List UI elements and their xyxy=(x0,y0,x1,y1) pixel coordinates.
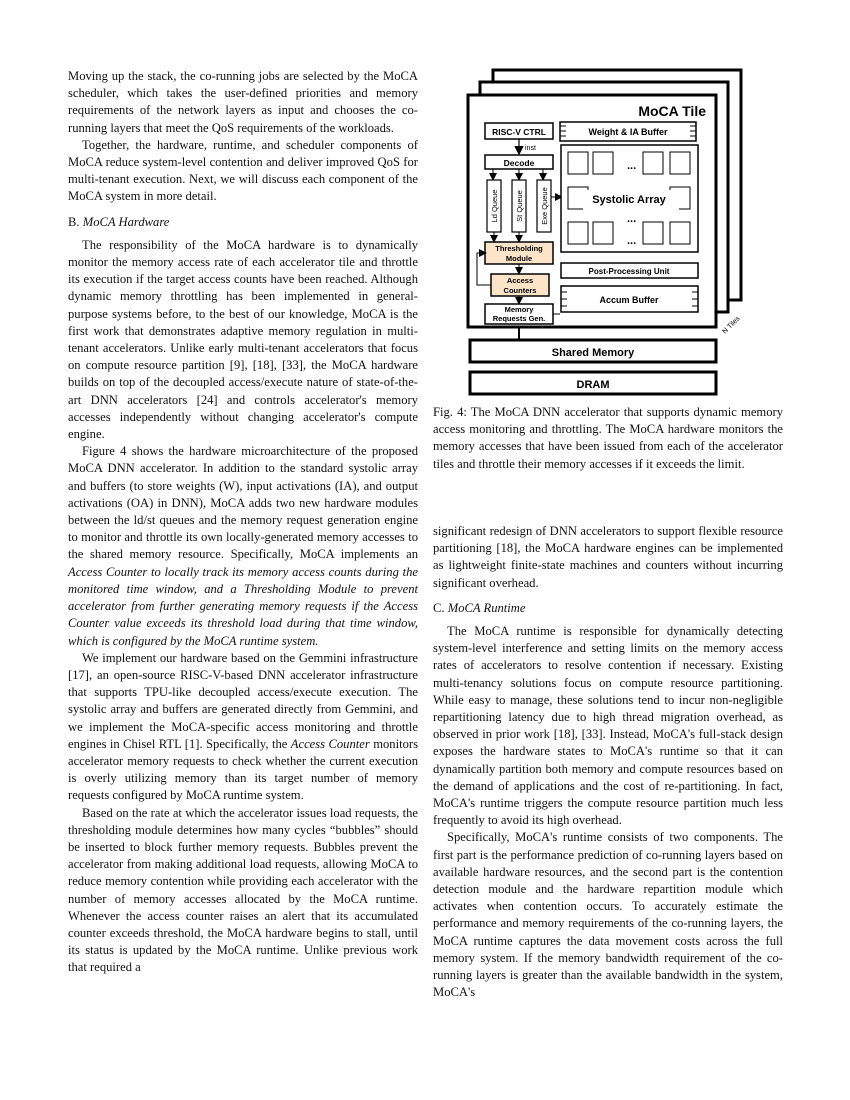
tile-title: MoCA Tile xyxy=(638,103,706,119)
post-label: Post-Processing Unit xyxy=(588,267,670,276)
text-span: monitors accelerator memory requests to check whether the current execution is overly utilizing memory than its target number of memory requests configured by MoCA runtime system. xyxy=(68,736,418,803)
section-number: C. xyxy=(433,600,445,615)
paragraph: Specifically, MoCA's runtime consists of two components. The first part is the performance prediction of co-running layers based on available hardware resources, and the second part is the contention detection module and the hardware repartition module which activates when contention occurs. To accurately estimate the performance and memory requirements of the co-running layers, the MoCA runtime captures the data movement costs across the full memory system. If the memory bandwidth requirement of the co-running layers is greater than the available bandwidth in the system, MoCA's xyxy=(433,830,783,1000)
paragraph: Based on the rate at which the accelerator issues load requests, the thresholding module determines how many cycles “bubbles” should be inserted to block further memory requests. Bubbles prevent the accelerator from making additional load requests, allowing MoCA to reduce memory contention while providing each accelerator with the number of memory accesses allocated by the MoCA runtime. Whenever the access counter raises an alert that its accumulated counter exceeds threshold, the MoCA hardware begins to stall, until its status is updated by the MoCA runtime. Unlike previous work that required a xyxy=(68,805,418,975)
paragraph xyxy=(68,443,418,649)
dots-1: ... xyxy=(627,160,637,172)
exe-queue-label: Exe Queue xyxy=(540,187,549,225)
inst-label: inst xyxy=(525,145,536,152)
shared-memory-label: Shared Memory xyxy=(551,347,635,359)
right-column xyxy=(433,523,783,1001)
st-queue-label: St Queue xyxy=(515,190,524,222)
figure-svg xyxy=(433,62,783,402)
ld-queue xyxy=(487,180,501,232)
section-title: MoCA Runtime xyxy=(447,600,526,615)
riscv-label: RISC-V CTRL xyxy=(492,127,546,137)
systolic-label: Systolic Array xyxy=(592,194,666,206)
italic-span: Access Counter to locally track its memory access counts during the monitored time window, and a Thresholding Module to prevent accelerator from further generating memory requests if the Access Counter value exceeds its threshold load during that time window, which is configured by the MoCA runtime system. xyxy=(68,564,418,648)
ntiles-label: N Tiles xyxy=(721,315,742,336)
moca-figure xyxy=(433,62,783,402)
thresholding-line1: Thresholding xyxy=(495,244,543,253)
exe-queue xyxy=(537,180,551,232)
thresholding-line2: Module xyxy=(505,254,533,263)
memreq-line2: Requests Gen. xyxy=(492,314,546,323)
section-heading-b xyxy=(68,214,418,231)
paragraph: Together, the hardware, runtime, and scheduler components of MoCA reduce system-level contention and deliver improved QoS for multi-tenant execution. Next, we will discuss each component of the MoCA system in more detail. xyxy=(68,137,418,204)
dram-label: DRAM xyxy=(576,379,610,391)
paragraph: significant redesign of DNN accelerators to support flexible resource partitioning [18], the MoCA hardware engines can be implemented as lightweight finite-state machines and counters without incurring significant overhead. xyxy=(433,524,783,590)
paragraph xyxy=(68,650,418,805)
memreq-line1: Memory xyxy=(504,305,534,314)
text-span: We implement our hardware based on the Gemmini infrastructure [17], an open-source RISC-V-based DNN accelerator infrastructure that supports TPU-like decoupled access/execute execution. The systolic array and buffers are generated directly from Gemmini, and we implement the MoCA-specific access monitoring and throttle engines in Chisel RTL [1]. Specifically, the xyxy=(68,650,418,751)
left-column xyxy=(68,68,418,977)
decode-label: Decode xyxy=(503,158,535,168)
paragraph: The responsibility of the MoCA hardware is to dynamically monitor the memory access rate of each accelerator tile and throttle its execution if the target access counts have been reached. Although dynamic memory throttling has been implemented in general-purpose systems before, to the best of our knowledge, MoCA is the first work that demonstrates adaptive memory regulation in multi-tenant accelerators. Unlike early multi-tenant accelerators that focus on compute resource partition [9], [18], [33], the MoCA hardware builds on top of the decoupled access/execute nature of state-of-the-art DNN accelerators [24] and controls accelerator's memory accesses independently without changing accelerator's compute engine. xyxy=(68,237,418,442)
access-line1: Access xyxy=(506,276,534,285)
figure-caption: Fig. 4: The MoCA DNN accelerator that supports dynamic memory access monitoring and throttling. The MoCA hardware monitors the memory accesses that have been issued from each of the accelerator tiles and throttle their memory accesses if it exceeds the limit. xyxy=(433,405,783,471)
dots-3: ... xyxy=(627,235,637,247)
access-line2: Counters xyxy=(503,286,537,295)
st-queue xyxy=(512,180,526,232)
weight-buffer-label: Weight & IA Buffer xyxy=(588,127,668,137)
accum-label: Accum Buffer xyxy=(599,295,659,305)
section-number: B. xyxy=(68,214,80,229)
text-span: Figure 4 shows the hardware microarchitecture of the proposed MoCA DNN accelerator. In addition to the standard systolic array and buffers (to store weights (W), input activations (IA), and output activations (OA) in DNN), MoCA adds two new hardware modules between the ld/st queues and the memory request generation engine to monitor and throttle its own locally-generated memory accesses to the shared memory resource. Specifically, MoCA implements an xyxy=(68,444,418,562)
paragraph: Moving up the stack, the co-running jobs are selected by the MoCA scheduler, which takes the user-defined priorities and memory requirements of the network layers as input and chooses the co-running layers that meet the QoS requirements of the workloads. xyxy=(68,69,418,135)
section-heading-c xyxy=(433,600,783,617)
paragraph: The MoCA runtime is responsible for dynamically detecting system-level interference and setting limits on the memory access rates of accelerators to resolve contention if necessary. Existing multi-tenancy solutions focus on compute resource partitioning. While easy to manage, these solutions tend to incur non-negligible repartitioning latency due to high thread migration overhead, as observed in prior work [18], [33]. Instead, MoCA's full-stack design exposes the hardware states to MoCA's runtime so that it can dynamically partition both memory and compute resources based on the demand of applications and the cost of re-partitioning. In fact, MoCA's runtime triggers the compute resource partition much less frequently to avoid its high overhead. xyxy=(433,624,783,828)
section-title: MoCA Hardware xyxy=(82,214,170,229)
ld-queue-label: Ld Queue xyxy=(490,189,499,223)
dots-2: ... xyxy=(627,213,637,225)
italic-span: Access Counter xyxy=(290,736,370,751)
